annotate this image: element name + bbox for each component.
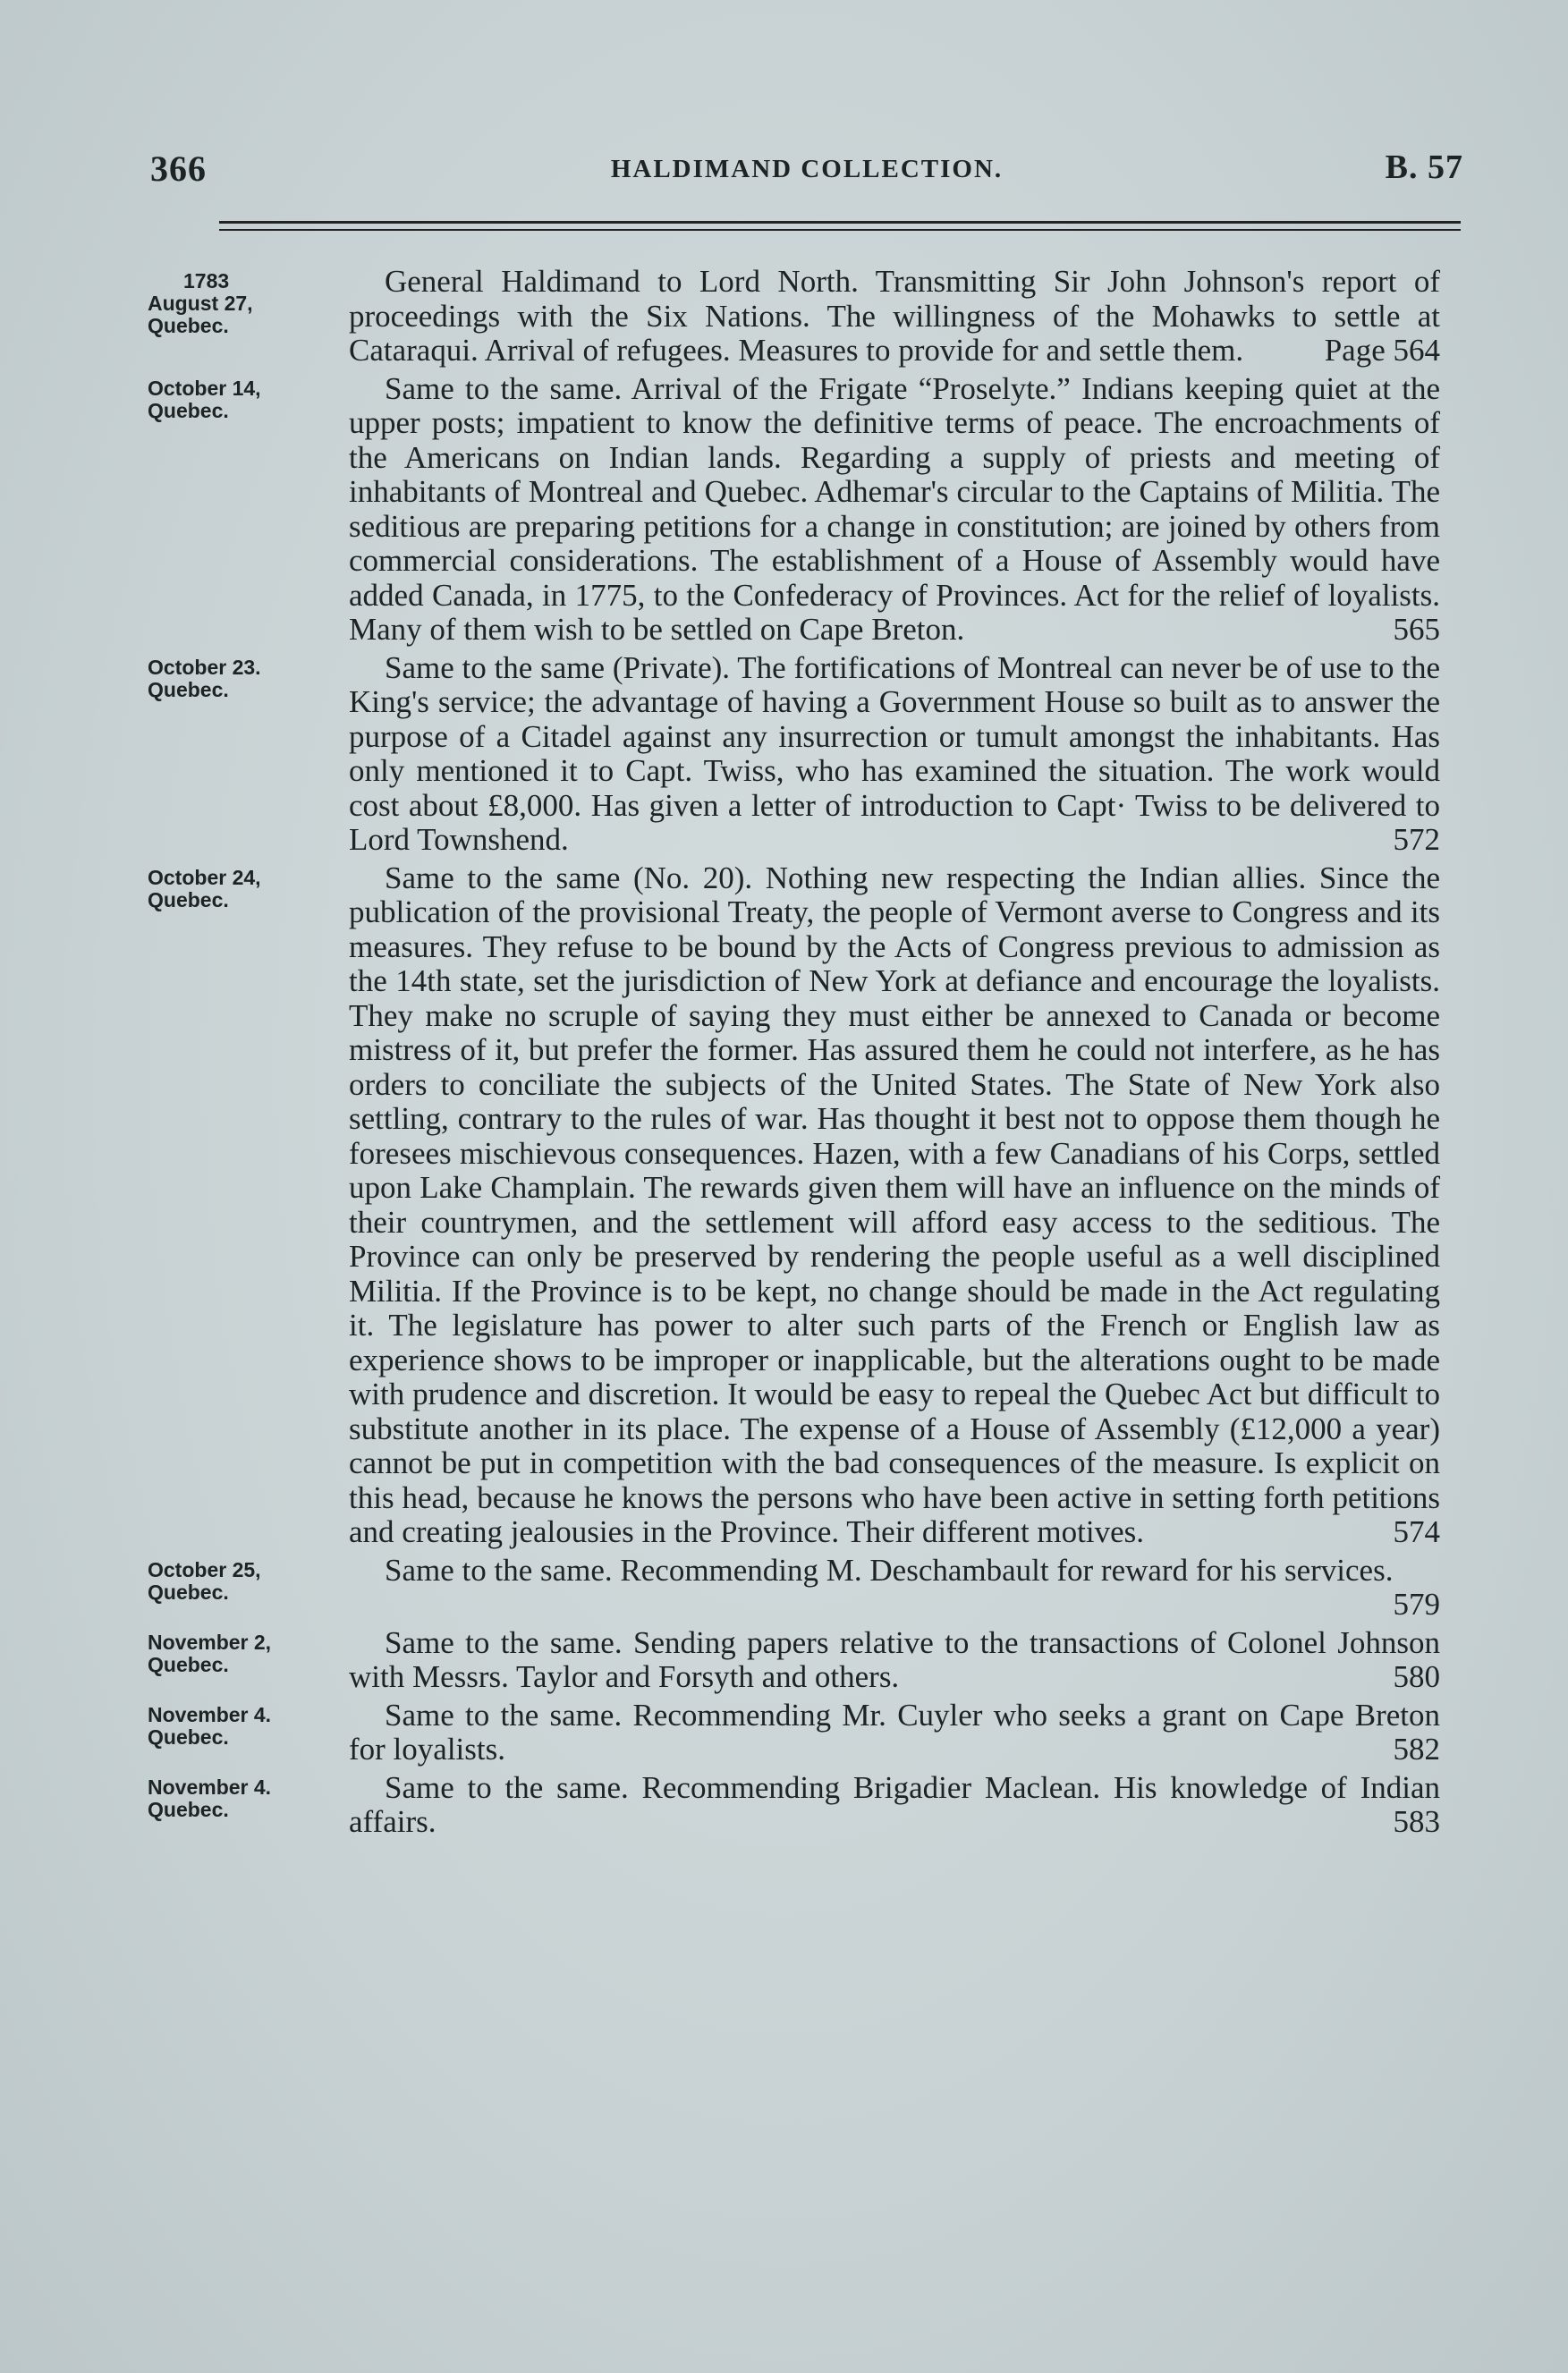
entry-date-column xyxy=(148,372,349,648)
entry-page-reference: Page 564 xyxy=(1324,333,1440,368)
entry-date: October 23. xyxy=(148,655,261,679)
entry-text: Same to the same. Recommending M. Deschambault for reward for his services. xyxy=(385,1552,1394,1588)
page-number: 366 xyxy=(150,148,207,189)
entry-page-reference: 583 xyxy=(1393,1804,1440,1839)
calendar-entry xyxy=(148,1771,1440,1840)
entry-place: Quebec. xyxy=(148,1797,229,1821)
entry-date-column xyxy=(148,651,349,858)
entry-page-reference: 565 xyxy=(1393,612,1440,647)
entry-date-column xyxy=(148,1626,349,1695)
volume-reference: B. 57 xyxy=(1385,148,1463,186)
calendar-entry xyxy=(148,1554,1440,1623)
entry-text: General Haldimand to Lord North. Transmitting Sir John Johnson's report of proceedings with the Six Nations. The willingness of the Mohawks to settle at Cataraqui. Arrival of refugees. Measures to provide for and settle them. xyxy=(349,264,1440,368)
calendar-entry xyxy=(148,265,1440,369)
calendar-entries xyxy=(148,265,1440,1843)
calendar-entry xyxy=(148,1626,1440,1695)
entry-text: Same to the same. Recommending Brigadier Maclean. His knowledge of Indian affairs. xyxy=(349,1769,1440,1839)
entry-place: Quebec. xyxy=(148,314,229,337)
entry-place: Quebec. xyxy=(148,1652,229,1676)
entry-body xyxy=(349,372,1440,648)
entry-date: October 25, xyxy=(148,1557,261,1581)
entry-date: November 4. xyxy=(148,1775,272,1799)
header-rule xyxy=(219,229,1461,231)
entry-text: Same to the same (No. 20). Nothing new respecting the Indian allies. Since the publication of the provisional Treaty, the people of Vermont averse to Congress and its measures. They refuse to be bound by the Acts of Congress previous to admission as the 14th state, set the jurisdiction of New York at defiance and encourage the loyalists. They make no scruple of saying they must either be annexed to Canada or become mistress of it, but prefer the former. Has assured them he could not interfere, as he has orders to conciliate the subjects of the United States. The State of New York also settling, contrary to the rules of war. Has thought it best not to oppose them though he foresees mischievous consequences. Hazen, with a few Canadians of his Corps, settled upon Lake Champlain. The rewards given them will have an influence on the minds of their countrymen, and the settlement will afford easy access to the seditious. The Province can only be preserved by rendering the people useful as a well disciplined Militia. If the Province is to be kept, no change should be made in the Act regulating it. The legislature has power to alter such parts of the French or English law as experience shows to be improper or inapplicable, but the alterations ought to be made with prudence and discretion. It would be easy to repeal the Quebec Act but difficult to substitute another in its place. The expense of a House of Assembly (£12,000 a year) cannot be put in competition with the bad consequences of the measure. Is explicit on this head, because he knows the persons who have been active in setting forth petitions and creating jealousies in the Province. Their different motives. xyxy=(349,860,1440,1549)
entry-page-reference: 574 xyxy=(1393,1514,1440,1549)
calendar-entry xyxy=(148,1699,1440,1767)
entry-text: Same to the same. Arrival of the Frigate “Proselyte.” Indians keeping quiet at the upper posts; impatient to know the definitive terms of peace. The encroachments of the Americans on Indian lands. Regarding a supply of priests and meeting of inhabitants of Montreal and Quebec. Adhemar's circular to the Captains of Militia. The seditious are preparing petitions for a change in constitution; are joined by others from commercial considerations. The establishment of a House of Assembly would have added Canada, in 1775, to the Confederacy of Provinces. Act for the relief of loyalists. Many of them wish to be settled on Cape Breton. xyxy=(349,370,1440,647)
entry-text: Same to the same (Private). The fortifications of Montreal can never be of use to the King's service; the advantage of having a Government House so built as to answer the purpose of a Citadel against any insurrection or tumult amongst the inhabitants. Has only mentioned it to Capt. Twiss, who has examined the situation. The work would cost about £8,000. Has given a letter of introduction to Capt· Twiss to be delivered to Lord Townshend. xyxy=(349,649,1440,857)
header-rule xyxy=(219,221,1461,224)
entry-text: Same to the same. Sending papers relative to the transactions of Colonel Johnson with Messrs. Taylor and Forsyth and others. xyxy=(349,1624,1440,1694)
entry-body xyxy=(349,651,1440,858)
entry-text: Same to the same. Recommending Mr. Cuyler who seeks a grant on Cape Breton for loyalists. xyxy=(349,1697,1440,1767)
entry-date-column xyxy=(148,861,349,1550)
entry-body xyxy=(349,1699,1440,1767)
entry-body xyxy=(349,1554,1440,1623)
entry-date: August 27, xyxy=(148,292,253,315)
calendar-entry xyxy=(148,651,1440,858)
entry-place: Quebec. xyxy=(148,1725,229,1749)
entry-body xyxy=(349,265,1440,369)
entry-body xyxy=(349,1626,1440,1695)
entry-body xyxy=(349,1771,1440,1840)
entry-page-reference: 579 xyxy=(1393,1587,1440,1622)
entry-page-reference: 572 xyxy=(1393,822,1440,857)
entry-place: Quebec. xyxy=(148,1580,229,1604)
entry-date-column xyxy=(148,1699,349,1767)
page-header xyxy=(150,148,1463,201)
entry-date: November 2, xyxy=(148,1630,272,1654)
entry-date: October 24, xyxy=(148,865,261,889)
calendar-entry xyxy=(148,372,1440,648)
entry-page-reference: 582 xyxy=(1393,1732,1440,1767)
entry-date-column xyxy=(148,1771,349,1840)
entry-place: Quebec. xyxy=(148,398,229,422)
entry-date: October 14, xyxy=(148,376,261,400)
entry-body xyxy=(349,861,1440,1550)
entry-page-reference: 580 xyxy=(1393,1659,1440,1694)
entry-place: Quebec. xyxy=(148,677,229,701)
entry-date-column xyxy=(148,265,349,369)
entry-date: November 4. xyxy=(148,1702,272,1726)
collection-title: HALDIMAND COLLECTION. xyxy=(610,155,1004,183)
entry-year: 1783 xyxy=(183,269,230,292)
entry-date-column xyxy=(148,1554,349,1623)
entry-place: Quebec. xyxy=(148,887,229,911)
calendar-entry xyxy=(148,861,1440,1550)
